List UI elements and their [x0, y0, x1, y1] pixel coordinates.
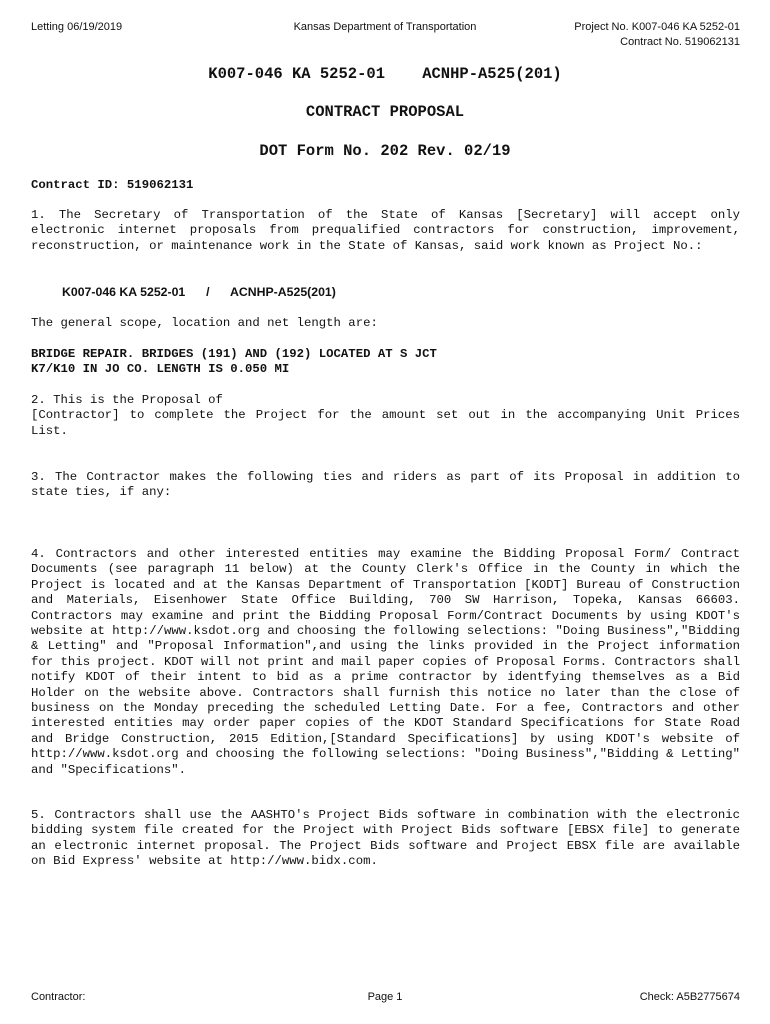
project-number-line	[62, 285, 336, 300]
scope-line-1: BRIDGE REPAIR. BRIDGES (191) AND (192) LOCATED AT S JCT	[31, 347, 437, 361]
header-project-no: Project No. K007-046 KA 5252-01	[574, 21, 740, 33]
project-number-left: K007-046 KA 5252-01	[62, 285, 186, 299]
scope-line-2: K7/K10 IN JO CO. LENGTH IS 0.050 MI	[31, 362, 290, 377]
project-number-separator: /	[206, 285, 210, 299]
paragraph-4	[31, 547, 740, 778]
scope-description	[31, 347, 740, 378]
paragraph-3	[31, 470, 740, 501]
paragraph-2-line-1: 2. This is the Proposal of	[31, 393, 223, 407]
header-agency: Kansas Department of Transportation	[293, 21, 477, 33]
project-number-right: ACNHP-A525(201)	[229, 285, 336, 299]
footer-contractor: Contractor:	[31, 991, 86, 1003]
form-number: DOT Form No. 202 Rev. 02/19	[259, 142, 511, 160]
paragraph-1-text: 1. The Secretary of Transportation of the State of Kansas [Secretary] will accept only electronic internet proposals from prequalified contractors for construction, improvement, reconstruction, or maintenance work in the State of Kansas, said work known as Project No.:	[31, 208, 740, 253]
scope-intro: The general scope, location and net length are:	[31, 316, 378, 330]
paragraph-2	[31, 393, 740, 439]
paragraph-5-text: 5. Contractors shall use the AASHTO's Project Bids software in combination with the electronic bidding system file created for the Project with Project Bids software [EBSX file] to generate an electronic internet proposal. The Project Bids software and Project EBSX file are available on Bid Express' website at http://www.bidx.com.	[31, 808, 740, 869]
header-project-info	[574, 20, 740, 50]
paragraph-1	[31, 208, 740, 254]
paragraph-5	[31, 808, 740, 870]
document-title: CONTRACT PROPOSAL	[305, 103, 465, 121]
paragraph-3-text: 3. The Contractor makes the following ties and riders as part of its Proposal in addition to state ties, if any:	[31, 470, 740, 500]
paragraph-2-text: [Contractor] to complete the Project for the amount set out in the accompanying Unit Prices List.	[31, 408, 740, 438]
contract-id: Contract ID: 519062131	[31, 178, 194, 192]
project-title: K007-046 KA 5252-01 ACNHP-A525(201)	[208, 65, 562, 83]
footer-page-number: Page 1	[367, 991, 403, 1003]
header-contract-no: Contract No. 519062131	[620, 36, 740, 48]
paragraph-4-text: 4. Contractors and other interested entities may examine the Bidding Proposal Form/ Contract Documents (see paragraph 11 below) at the County Clerk's Office in the County in which the Project is located and at the Kansas Department of Transportation [KODT] Bureau of Construction and Materials, Eisenhower State Office Building, 700 SW Harrison, Topeka, Kansas 66603. Contractors may examine and print the Bidding Proposal Form/Contract Documents by using KDOT's website at http://www.ksdot.org and choosing the following selections: "Doing Business","Bidding & Letting" and "Proposal Information",and using the links provided in the Project information for this project. KDOT will not print and mail paper copies of Proposal Forms. Contractors shall notify KDOT of their intent to bid as a prime contractor by identfying themselves as a Bid Holder on the website above. Contractors shall furnish this notice no later than the close of business on the Monday preceding the scheduled Letting Date. For a fee, Contractors and other interested entities may order paper copies of the KDOT Standard Specifications for State Road and Bridge Construction, 2015 Edition,[Standard Specifications] by using KDOT's website of http://www.ksdot.org and choosing the following selections: "Doing Business","Bidding & Letting" and "Specifications".	[31, 547, 740, 777]
footer-check: Check: A5B2775674	[639, 991, 740, 1003]
header-letting-date: Letting 06/19/2019	[31, 21, 123, 33]
